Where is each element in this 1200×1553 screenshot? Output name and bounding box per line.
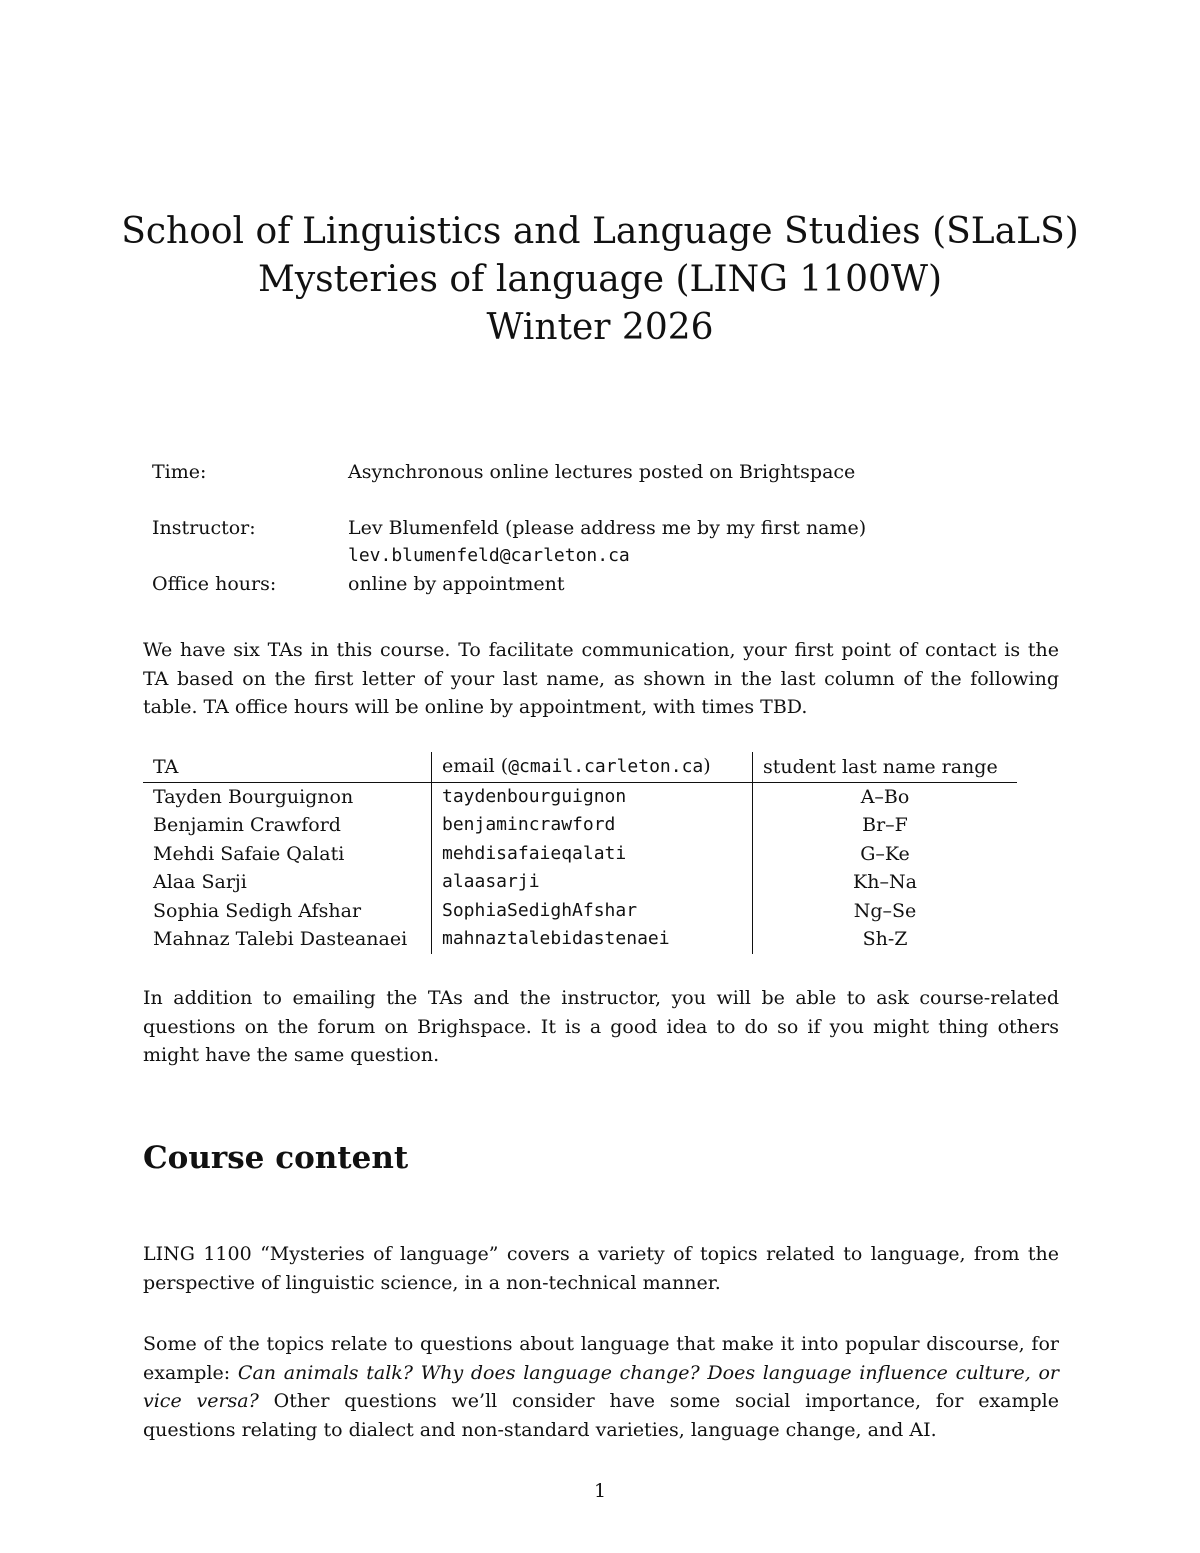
office-hours-value: online by appointment (348, 573, 565, 595)
office-hours-row (152, 570, 1052, 598)
time-label: Time: (152, 461, 207, 483)
header-email-prefix: email ( (442, 755, 509, 777)
ta-name: Mehdi Safaie Qalati (153, 842, 345, 865)
header-email (432, 752, 753, 782)
section-title-course-content: Course content (143, 1140, 409, 1176)
school-name: School of Linguistics and Language Studies (SLaLS) (121, 211, 1079, 252)
intro-paragraph: We have six TAs in this course. To facilitate communication, your first point of contact is the TA based on the first letter of your last name, as shown in the last column of the following table. TA office hours will be online by appointment, with times TBD. (143, 639, 1059, 718)
table-row (143, 840, 1017, 869)
header-email-domain: @cmail.carleton.ca (508, 756, 704, 777)
ta-name: Mahnaz Talebi Dasteanaei (153, 928, 408, 950)
time-row (152, 458, 1052, 486)
instructor-email-row (152, 542, 1052, 570)
document-header (0, 208, 1200, 352)
ta-name: Tayden Bourguignon (153, 785, 354, 808)
course-content-paragraph-1: LING 1100 “Mysteries of language” covers a variety of topics related to language, from the perspective of linguistic science, in a non-technical manner. (143, 1243, 1059, 1294)
page-number: 1 (593, 1480, 607, 1502)
ta-email: SophiaSedighAfshar (432, 897, 753, 926)
ta-email: mahnaztalebidastenaei (432, 925, 753, 954)
para2-questions: Can animals talk? Why does language change? Does language influence culture, or vice versa? (143, 1361, 1059, 1412)
time-value: Asynchronous online lectures posted on Brightspace (348, 461, 856, 483)
ta-range: Br–F (753, 811, 1018, 840)
ta-email: taydenbourguignon (432, 782, 753, 811)
instructor-row (152, 514, 1052, 542)
ta-range: G–Ke (753, 840, 1018, 869)
course-title: Mysteries of language (LING 1100W) (257, 259, 943, 300)
office-hours-label: Office hours: (152, 573, 277, 595)
course-info (152, 458, 1052, 598)
header-ta: TA (143, 752, 432, 782)
ta-range: Ng–Se (753, 897, 1018, 926)
instructor-value: Lev Blumenfeld (please address me by my first name) (348, 517, 867, 539)
ta-range: A–Bo (753, 782, 1018, 811)
course-content-paragraph-2 (143, 1330, 1059, 1444)
table-row (143, 782, 1017, 811)
ta-table-header (143, 752, 1017, 782)
ta-email: alaasarji (432, 868, 753, 897)
ta-email: mehdisafaieqalati (432, 840, 753, 869)
ta-range: Kh–Na (753, 868, 1018, 897)
forum-paragraph: In addition to emailing the TAs and the instructor, you will be able to ask course-related questions on the forum on Brighspace. It is a good idea to do so if you might thing others might have the same question. (143, 987, 1059, 1066)
header-range: student last name range (753, 752, 1018, 782)
instructor-email[interactable]: lev.blumenfeld@carleton.ca (348, 545, 630, 566)
table-row (143, 925, 1017, 954)
header-email-suffix: ) (703, 755, 711, 777)
ta-name: Sophia Sedigh Afshar (153, 899, 362, 922)
ta-email: benjamincrawford (432, 811, 753, 840)
ta-range: Sh-Z (753, 925, 1018, 954)
para2-end: Other questions we’ll consider have some social importance, for example questions relating to dialect and non-standard varieties, language change, and AI. (143, 1390, 1059, 1441)
ta-table (143, 752, 1017, 954)
table-row (143, 897, 1017, 926)
ta-name: Benjamin Crawford (153, 814, 341, 836)
instructor-label: Instructor: (152, 517, 256, 539)
para2-start: Some of the topics relate to questions about language that make it into popular discourse, for example: (143, 1333, 1059, 1384)
ta-name: Alaa Sarji (153, 871, 247, 893)
term: Winter 2026 (486, 307, 714, 348)
spacer-row (152, 486, 1052, 514)
table-row (143, 811, 1017, 840)
table-row (143, 868, 1017, 897)
